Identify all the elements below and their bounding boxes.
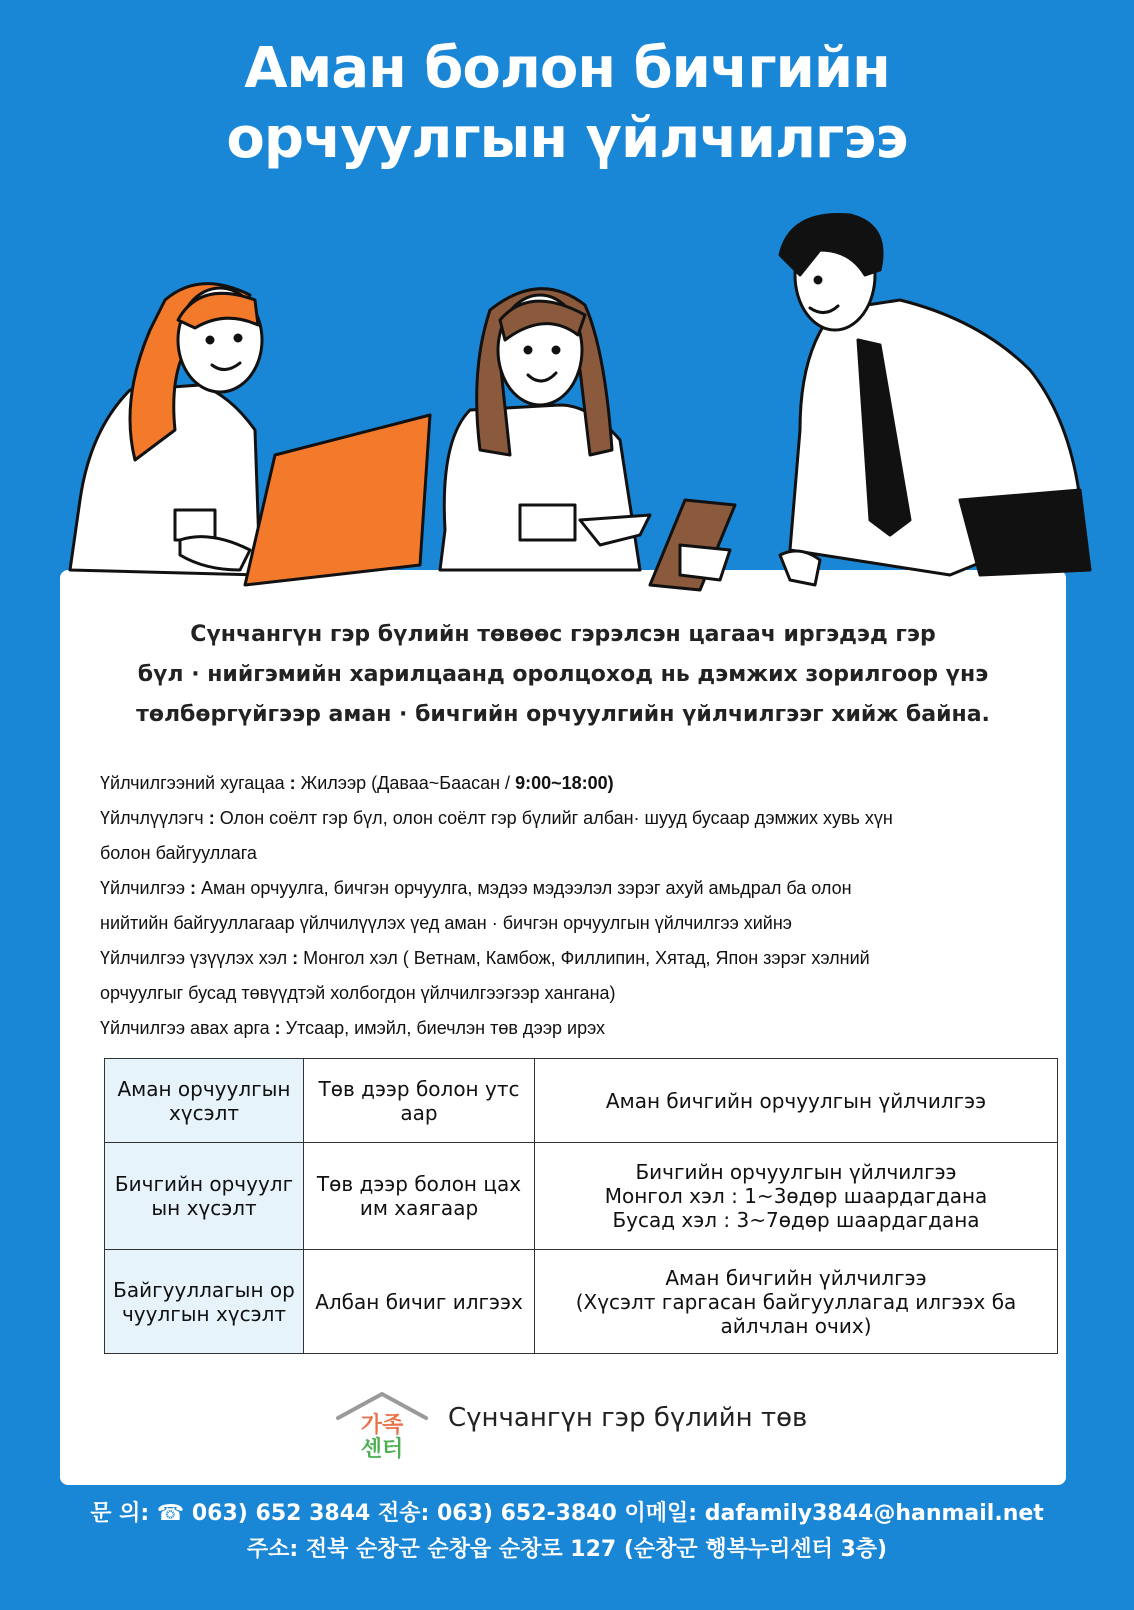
info-user: Үйлчлүүлэгч : Олон соёлт гэр бүл, олон соёлт гэр бүлийг албан· шууд бусаар дэмжих хувь хүн — [100, 808, 893, 828]
info-method: Үйлчилгээ авах арга : Утсаар, имэйл, биечлэн төв дээр ирэх — [100, 1018, 606, 1038]
footer-contact: 문 의: ☎ 063) 652 3844 전송: 063) 652-3840 이메일: dafamily3844@hanmail.net — [90, 1501, 1044, 1526]
method-label: Үйлчилгээ авах арга — [100, 1018, 270, 1038]
request-method: Төв дээр болон цах им хаягаар — [304, 1143, 535, 1250]
info-hours: Үйлчилгээний хугацаа : Жилээр (Даваа~Баасан / 9:00~18:00) — [100, 773, 614, 793]
request-type: Байгууллагын ор чуулгын хүсэлт — [105, 1250, 304, 1354]
family-center-logo — [334, 1390, 430, 1460]
title-line-2: орчуулгын үйлчилгээ — [226, 106, 908, 171]
intro-line-1: Сүнчангүн гэр бүлийн төвөөс гэрэлсэн цагаач иргэдэд гэр — [190, 622, 936, 647]
user-value-1: Олон соёлт гэр бүл, олон соёлт гэр бүлийг албан· шууд бусаар дэмжих хувь хүн — [219, 808, 893, 828]
request-type: Бичгийн орчуулг ын хүсэлт — [105, 1143, 304, 1250]
language-label: Үйлчилгээ үзүүлэх хэл — [100, 948, 288, 968]
footer-address: 주소: 전북 순창군 순창읍 순창로 127 (순창군 행복누리센터 3층) — [246, 1537, 888, 1562]
request-description: Аман бичгийн үйлчилгээ (Хүсэлт гаргасан байгууллагад илгээх ба айлчлан очих) — [535, 1250, 1058, 1354]
info-language-cont — [100, 976, 1060, 1011]
logo-text-top: 가족 — [360, 1413, 404, 1438]
hours-time: 9:00~18:00) — [515, 773, 614, 793]
service-value-2: нийтийн байгууллагаар үйлчилүүлэх үед аман · бичгэн орчуулгын үйлчилгээ хийнэ — [100, 913, 792, 933]
laptop-screen — [245, 415, 430, 585]
middle-woman-badge — [520, 505, 575, 540]
user-label: Үйлчлүүлэгч — [100, 808, 204, 828]
service-info — [100, 766, 1060, 1046]
request-description: Аман бичгийн орчуулгын үйлчилгээ — [535, 1059, 1058, 1143]
hours-value: Жилээр (Даваа~Баасан / — [300, 773, 511, 793]
right-man-pants — [960, 490, 1090, 575]
service-table — [104, 1058, 1058, 1354]
table-row — [105, 1250, 1058, 1354]
language-value-1: Монгол хэл ( Ветнам, Камбож, Филлипин, Хятад, Япон зэрэг хэлний — [303, 948, 870, 968]
info-service-cont — [100, 906, 1060, 941]
request-method: Албан бичиг илгээх — [304, 1250, 535, 1354]
info-service: Үйлчилгээ : Аман орчуулга, бичгэн орчуулга, мэдээ мэдээлэл зэрэг ахуй амьдрал ба олон — [100, 878, 852, 898]
intro-line-2: бүл · нийгэмийн харилцаанд оролцоход нь дэмжих зорилгоор үнэ — [137, 662, 989, 687]
request-method: Төв дээр болон утс аар — [304, 1059, 535, 1143]
intro-paragraph — [60, 615, 1066, 735]
method-value: Утсаар, имэйл, биечлэн төв дээр ирэх — [285, 1018, 606, 1038]
service-label: Үйлчилгээ — [100, 878, 186, 898]
office-workers-illustration — [0, 200, 1134, 640]
language-value-2: орчуулгыг бусад төвүүдтэй холбогдон үйлчилгээгээр хангана) — [100, 983, 616, 1003]
request-description: Бичгийн орчуулгын үйлчилгээ Монгол хэл : 1~3өдөр шаардагдана Бусад хэл : 3~7өдөр шаардагдана — [535, 1143, 1058, 1250]
hours-label: Үйлчилгээний хугацаа — [100, 773, 285, 793]
page-title — [0, 34, 1134, 174]
center-name: Сүнчангүн гэр бүлийн төв — [448, 1403, 808, 1433]
intro-line-3: төлбөргүйгээр аман · бичгийн орчуулгийн үйлчилгээг хийж байна. — [136, 702, 990, 727]
user-value-2: болон байгууллага — [100, 843, 257, 863]
logo-text-bottom: 센터 — [360, 1437, 404, 1460]
table-row — [105, 1143, 1058, 1250]
footer — [0, 1496, 1134, 1568]
info-user-cont — [100, 836, 1060, 871]
title-line-1: Аман болон бичгийн — [244, 36, 890, 101]
info-language: Үйлчилгээ үзүүлэх хэл : Монгол хэл ( Ветнам, Камбож, Филлипин, Хятад, Япон зэрэг хэлний — [100, 948, 870, 968]
table-row — [105, 1059, 1058, 1143]
service-value-1: Аман орчуулга, бичгэн орчуулга, мэдээ мэдээлэл зэрэг ахуй амьдрал ба олон — [201, 878, 852, 898]
request-type: Аман орчуулгын хүсэлт — [105, 1059, 304, 1143]
